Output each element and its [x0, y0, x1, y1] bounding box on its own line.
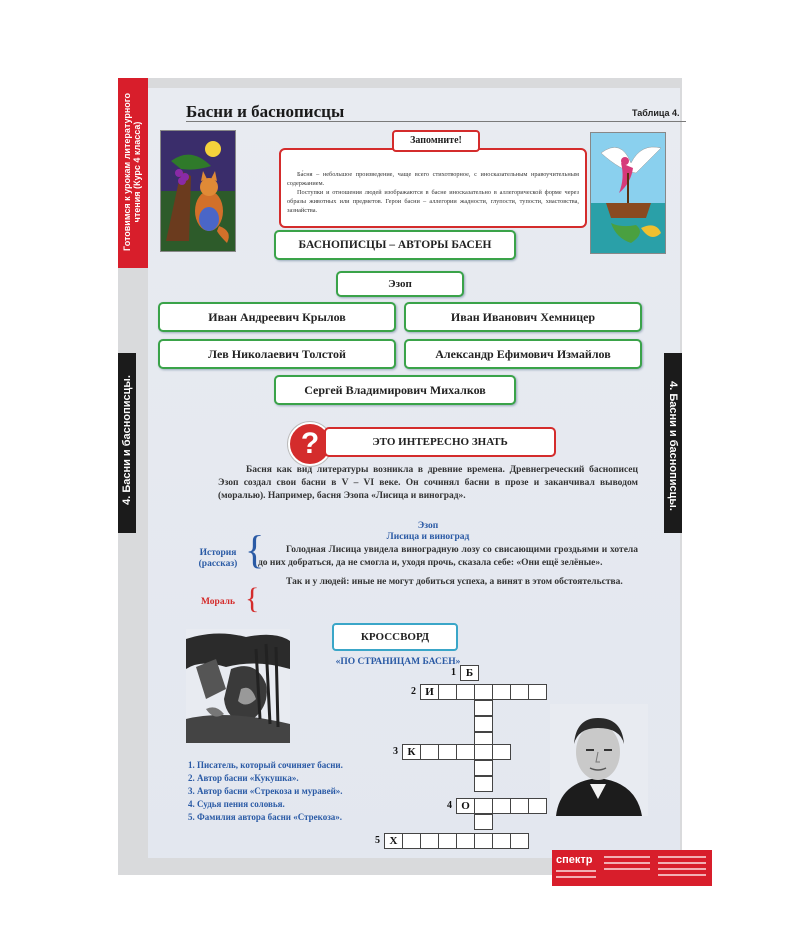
fine-print-line [658, 874, 706, 876]
definition-box [279, 148, 587, 228]
crossword-cell [474, 760, 493, 776]
fine-print-line [658, 868, 706, 870]
crossword-cell [474, 744, 493, 760]
crossword-cell [528, 684, 547, 700]
author-tolstoy: Лев Николаевич Толстой [158, 339, 396, 369]
right-section-label: 4. Басни и баснописцы. [667, 381, 679, 511]
crossword-cell [456, 684, 475, 700]
fine-print-line [604, 868, 650, 870]
crossword-cell [474, 700, 493, 716]
fable-heading [338, 521, 518, 543]
fine-print-line [658, 862, 706, 864]
left-section-label: 4. Басни и баснописцы. [121, 375, 133, 505]
crossword-cell [474, 684, 493, 700]
interesting-heading: ЭТО ИНТЕРЕСНО ЗНАТЬ [324, 427, 556, 457]
author-mikhalkov: Сергей Владимирович Михалков [274, 375, 516, 405]
clue-3: 3. Автор басни «Стрекоза и муравей». [188, 786, 343, 796]
crossword-cell [528, 798, 547, 814]
crossword-cell [402, 833, 421, 849]
authors-heading: БАСНОПИСЦЫ – АВТОРЫ БАСЕН [274, 230, 516, 260]
fable-moral: Так и у людей: иные не могут добиться успеха, а винят в этом обстоятельства. [286, 577, 623, 587]
crossword-cell [510, 798, 529, 814]
fox-illustration [160, 130, 236, 252]
crossword-subtitle: «ПО СТРАНИЦАМ БАСЕН» [335, 657, 461, 667]
author-khemnitser: Иван Иванович Хемницер [404, 302, 642, 332]
story-brace: { [245, 527, 265, 572]
poster [118, 78, 682, 875]
crossword-cell [420, 833, 439, 849]
crossword-cell [420, 744, 439, 760]
fable-description: Поступки и отношения людей изображаются в басне иносказательно в аллегорической форме через образы животных или предметов. Герои басни – аллегории жадности, глупости, тупости, хвастовства, зазнайства. [287, 189, 579, 214]
cell-5-given: Х [384, 833, 403, 849]
row-number-5: 5 [375, 835, 380, 846]
crossword-cell [474, 814, 493, 830]
series-tab [118, 78, 148, 268]
moral-label: Мораль [200, 597, 236, 607]
crossword-cell [510, 833, 529, 849]
crossword-cell [492, 744, 511, 760]
question-mark-icon: ? [288, 422, 332, 466]
publisher-footer [552, 850, 712, 886]
fine-print-line [556, 876, 596, 878]
fable-story: Голодная Лисица увидела виноградную лозу со свисающими гроздьями и хотела до них добраться, да не смогла и, уходя прочь, сказала себе: «Они ещё зелёные». [258, 545, 638, 568]
crossword-cell [456, 833, 475, 849]
crossword-cell [438, 833, 457, 849]
crossword-cell [492, 833, 511, 849]
crossword-cell [474, 776, 493, 792]
row-number-1: 1 [451, 667, 456, 678]
crossword-clues [188, 759, 343, 824]
fable-definition: Ба́сня – небольшое произведение, чаще всего стихотворное, с иносказательным нравоучительным содержанием. [287, 171, 579, 187]
left-section-tab [118, 353, 136, 533]
fable-engraving [186, 629, 290, 743]
clue-2: 2. Автор басни «Кукушка». [188, 773, 299, 783]
crossword-cell [492, 684, 511, 700]
clue-5: 5. Фамилия автора басни «Стрекоза». [188, 812, 343, 822]
row-number-4: 4 [447, 800, 452, 811]
fine-print-line [556, 870, 596, 872]
crossword-cell [438, 744, 457, 760]
moral-brace: { [245, 582, 260, 615]
series-tab-label: Готовимся к урокам литературного чтения (Курс 4 класса) [122, 93, 142, 251]
definition-text [287, 170, 579, 215]
poster-title: Басни и баснописцы [186, 102, 345, 121]
right-section-tab [664, 353, 682, 533]
fine-print-line [604, 862, 650, 864]
fine-print-line [604, 856, 650, 858]
remember-label: Запомните! [392, 130, 480, 152]
fable-title: Лисица и виноград [386, 532, 470, 542]
fable-author: Эзоп [417, 521, 439, 531]
title-underline [186, 121, 686, 122]
cell-4-given: О [456, 798, 475, 814]
publisher-logo: спектр [556, 854, 593, 866]
author-aesop: Эзоп [336, 271, 464, 297]
crossword-cell [492, 798, 511, 814]
cell-1-given: Б [460, 665, 479, 681]
fable-body [258, 544, 638, 589]
row-number-2: 2 [411, 686, 416, 697]
crossword-heading: КРОССВОРД [332, 623, 458, 651]
crossword-cell [474, 833, 493, 849]
crossword-cell [438, 684, 457, 700]
crow-illustration [590, 132, 666, 254]
cell-2-given: И [420, 684, 439, 700]
crossword-cell [474, 716, 493, 732]
poster-sheet [148, 88, 680, 866]
author-portrait [550, 704, 648, 816]
table-number: Таблица 4. [632, 108, 680, 118]
crossword-cell [510, 684, 529, 700]
clue-1: 1. Писатель, который сочиняет басни. [188, 760, 343, 770]
author-krylov: Иван Андреевич Крылов [158, 302, 396, 332]
row-number-3: 3 [393, 746, 398, 757]
interesting-text: Басня как вид литературы возникла в древние времена. Древнегреческий баснописец Эзоп создал свои басни в V – VI веке. Он сочинял басни в прозе и заканчивал выводом (моралью). Например, басня Эзопа «Лисица и виноград». [218, 465, 638, 501]
author-izmailov: Александр Ефимович Измайлов [404, 339, 642, 369]
clue-4: 4. Судья пения соловья. [188, 799, 285, 809]
story-label: История (рассказ) [198, 548, 238, 569]
crossword-cell [474, 798, 493, 814]
interesting-paragraph [218, 464, 638, 503]
crossword-cell [456, 744, 475, 760]
fine-print-line [658, 856, 706, 858]
cell-3-given: К [402, 744, 421, 760]
